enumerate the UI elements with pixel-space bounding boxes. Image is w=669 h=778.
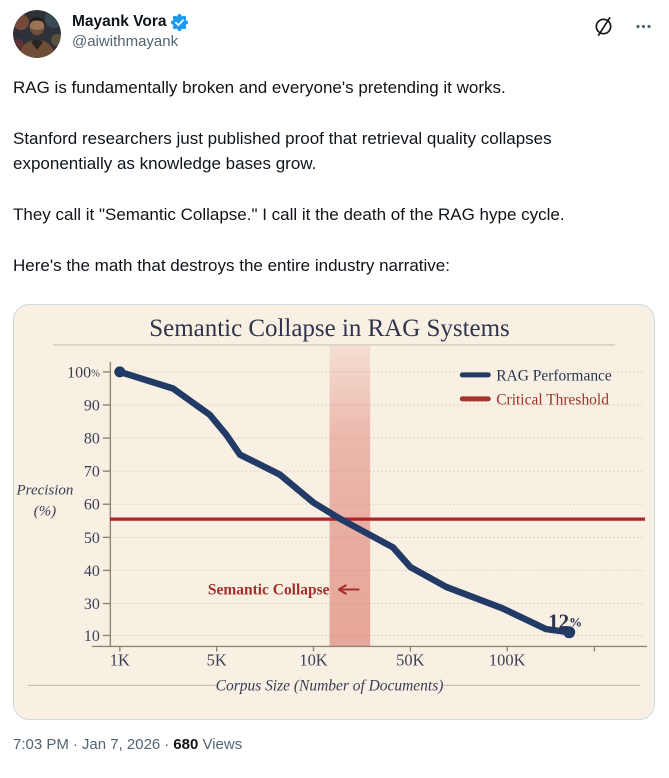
svg-text:10: 10 (83, 627, 100, 645)
x-axis-label: Corpus Size (Number of Documents) (215, 677, 444, 695)
display-name[interactable]: Mayank Vora (72, 13, 167, 31)
svg-text:60: 60 (83, 496, 100, 514)
avatar-photo (13, 10, 61, 58)
tweet-header (13, 10, 655, 58)
svg-text:50K: 50K (396, 650, 425, 670)
y-tick-labels (67, 364, 110, 645)
semantic-collapse-annotation: Semantic Collapse (207, 581, 330, 599)
svg-text:90: 90 (83, 397, 100, 415)
semantic-collapse-chart (14, 305, 654, 719)
grok-button[interactable] (591, 14, 616, 39)
views-count: 680 (173, 736, 199, 754)
tweet-footer: 7:03 PM · Jan 7, 2026 · 680 Views (13, 736, 243, 754)
svg-text:80: 80 (83, 430, 100, 448)
tweet-paragraph: Stanford researchers just published proof that retrieval quality collapses exponentially as knowledge bases grow. (13, 129, 552, 173)
svg-text:40: 40 (83, 562, 100, 580)
user-handle[interactable]: @aiwithmayank (72, 33, 179, 50)
svg-text:100K: 100K (488, 650, 526, 670)
svg-text:1K: 1K (109, 650, 130, 670)
svg-text:5K: 5K (206, 650, 227, 670)
svg-text:50: 50 (83, 529, 100, 547)
more-icon (634, 17, 653, 36)
end-value-label: 12% (548, 609, 583, 634)
svg-text:30: 30 (83, 596, 100, 614)
more-button[interactable] (632, 15, 655, 38)
verified-badge-icon (170, 13, 189, 32)
tweet-text (13, 75, 655, 278)
grok-icon (593, 16, 614, 37)
legend-label-threshold: Critical Threshold (496, 391, 609, 409)
header-actions (591, 10, 655, 39)
tweet-paragraph: They call it "Semantic Collapse." I call it the death of the RAG hype cycle. (13, 205, 565, 224)
collapse-band (330, 346, 371, 647)
timestamp: 7:03 PM (13, 736, 69, 754)
chart-image[interactable] (13, 304, 655, 720)
date: Jan 7, 2026 (81, 736, 161, 754)
y-axis-label: Precision (16, 482, 74, 499)
start-point (114, 366, 125, 377)
svg-text:100%: 100% (67, 364, 100, 382)
gridlines (110, 372, 643, 636)
svg-text:70: 70 (83, 463, 100, 481)
avatar[interactable] (13, 10, 61, 58)
legend-label-rag: RAG Performance (496, 367, 612, 385)
svg-text:10K: 10K (299, 650, 328, 670)
chart-title: Semantic Collapse in RAG Systems (149, 314, 510, 342)
user-identity (72, 10, 189, 52)
tweet-paragraph: RAG is fundamentally broken and everyone's pretending it works. (13, 78, 506, 97)
legend (462, 367, 612, 408)
views-label: Views (202, 736, 243, 754)
y-axis-label-units: (%) (33, 503, 57, 520)
tweet-paragraph: Here's the math that destroys the entire industry narrative: (13, 256, 450, 275)
x-tick-labels (110, 646, 595, 669)
